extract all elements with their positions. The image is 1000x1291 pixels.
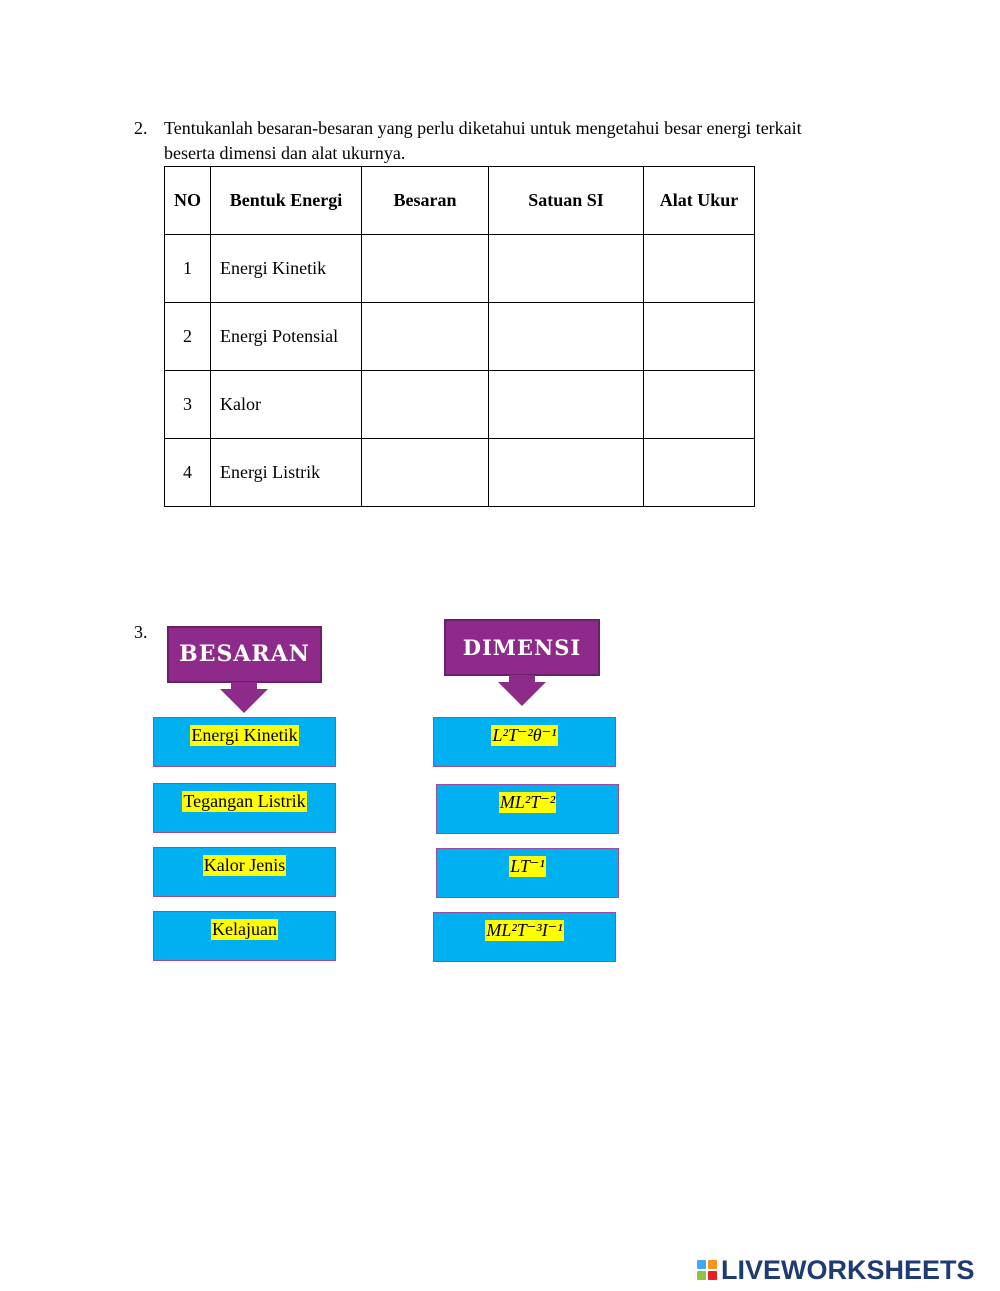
table-row (165, 371, 755, 439)
header-no: NO (165, 167, 211, 235)
dimensi-arrow-down-icon (498, 682, 546, 706)
dimensi-card-label: ML²T⁻² (499, 792, 556, 812)
besaran-card-kalor-jenis[interactable] (153, 847, 336, 897)
besaran-card-label: Tegangan Listrik (183, 791, 306, 811)
table-row (165, 235, 755, 303)
question-2-text-line-2: beserta dimensi dan alat ukurnya. (164, 143, 406, 163)
answer-cell-satuan-si[interactable] (489, 439, 644, 507)
answer-cell-besaran[interactable] (362, 303, 489, 371)
energy-table (164, 166, 755, 507)
row-energy-name: Energi Kinetik (211, 235, 362, 303)
row-number: 4 (165, 439, 211, 507)
answer-cell-besaran[interactable] (362, 235, 489, 303)
header-satuan-si: Satuan SI (489, 167, 644, 235)
table-row (165, 439, 755, 507)
besaran-card-tegangan-listrik[interactable] (153, 783, 336, 833)
liveworksheets-logo-mark-icon (697, 1260, 717, 1280)
answer-cell-satuan-si[interactable] (489, 371, 644, 439)
row-number: 3 (165, 371, 211, 439)
dimensi-card-label: LT⁻¹ (510, 856, 545, 876)
liveworksheets-logo (697, 1256, 975, 1284)
besaran-card-label: Kelajuan (212, 919, 277, 939)
besaran-card-kelajuan[interactable] (153, 911, 336, 961)
answer-cell-alat-ukur[interactable] (644, 303, 755, 371)
header-bentuk-energi: Bentuk Energi (211, 167, 362, 235)
besaran-card-energi-kinetik[interactable] (153, 717, 336, 767)
besaran-arrow-down-icon (220, 689, 268, 713)
row-energy-name: Energi Potensial (211, 303, 362, 371)
dimensi-card-2[interactable] (436, 784, 619, 834)
besaran-header: BESARAN (167, 626, 322, 683)
dimensi-card-1[interactable] (433, 717, 616, 767)
answer-cell-besaran[interactable] (362, 371, 489, 439)
question-3-number: 3. (134, 622, 148, 642)
answer-cell-besaran[interactable] (362, 439, 489, 507)
dimensi-card-label: L²T⁻²θ⁻¹ (492, 725, 557, 745)
header-besaran: Besaran (362, 167, 489, 235)
answer-cell-alat-ukur[interactable] (644, 439, 755, 507)
question-2-text-line-1: Tentukanlah besaran-besaran yang perlu diketahui untuk mengetahui besar energi terkait (164, 118, 802, 138)
dimensi-header: DIMENSI (444, 619, 600, 676)
answer-cell-satuan-si[interactable] (489, 235, 644, 303)
question-2-number: 2. (134, 118, 148, 138)
row-number: 2 (165, 303, 211, 371)
table-header-row (165, 167, 755, 235)
besaran-card-label: Energi Kinetik (191, 725, 298, 745)
answer-cell-alat-ukur[interactable] (644, 371, 755, 439)
row-number: 1 (165, 235, 211, 303)
liveworksheets-logo-text: LIVEWORKSHEETS (721, 1254, 975, 1285)
dimensi-card-label: ML²T⁻³I⁻¹ (486, 920, 563, 940)
table-row (165, 303, 755, 371)
dimensi-card-4[interactable] (433, 912, 616, 962)
row-energy-name: Energi Listrik (211, 439, 362, 507)
dimensi-card-3[interactable] (436, 848, 619, 898)
row-energy-name: Kalor (211, 371, 362, 439)
header-alat-ukur: Alat Ukur (644, 167, 755, 235)
answer-cell-satuan-si[interactable] (489, 303, 644, 371)
besaran-card-label: Kalor Jenis (203, 855, 286, 875)
answer-cell-alat-ukur[interactable] (644, 235, 755, 303)
